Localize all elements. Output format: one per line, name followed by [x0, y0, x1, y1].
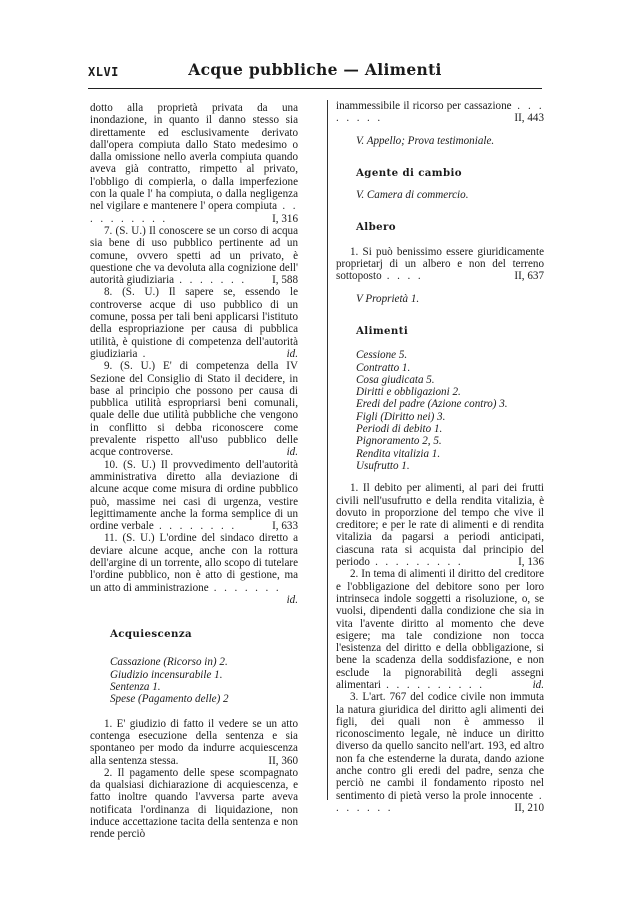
entry-continuation: dotto alla proprietà privata da una inondazione, in quanto il danno stesso sia direttamente ed esclusivamente derivato dall'opera compiuta dallo Stato medesimo o dalla omissione nello averla compiuta quando aveva già contratto, rimpetto al privato, l'obbligo di compierla, o dalla imperfezione con la quale l' ha compiuta, o dalla negligenza nel vigilare e mantenere l' opera compiuta . . . . . . . . . . I, 316 [90, 102, 298, 225]
section-heading-agente-di-cambio: Agente di cambio [356, 166, 462, 179]
header-rule [88, 88, 542, 89]
running-title: Acque pubbliche — Alimenti [188, 60, 442, 79]
index-item: Cosa giudicata 5. [356, 373, 435, 386]
index-item: Giudizio incensurabile 1. [110, 668, 223, 681]
entry-8: 8. (S. U.) Il sapere se, essendo le controverse acque di uso pubblico di un comune, possa per tali beni applicarsi l'istituto della espropriazione per causa di pubblica utilità, è quistione di competenza dell'autorità giudiziaria . id. [90, 286, 298, 360]
alimenti-entry-1: 1. Il debito per alimenti, al pari dei frutti civili nell'usufrutto e della rendita vitalizia, è dovuto in proporzione del tempo che vive il creditore; e per le rate di alimenti e di rendita vitalizia da pagarsi a periodi anticipati, ciascuna rata si acquista dal principio del periodo . . . . . . . . . I, 136 [336, 482, 544, 569]
section-heading-alimenti: Alimenti [356, 324, 409, 337]
entry-10: 10. (S. U.) Il provvedimento dell'autorità amministrativa diretto alla deviazione di alcune acque come misura di ordine pubblico può, massime nei casi di urgenza, vestire legittimamente anche la forma semplice di un ordine verbale . . . . . . . . I, 633 [90, 458, 298, 533]
entry-ref: II, 210 [514, 801, 544, 814]
entry-ref: I, 316 [272, 212, 298, 225]
left-column [90, 102, 298, 841]
right-column [336, 100, 544, 814]
entry-ref: I, 588 [272, 274, 298, 287]
entry-9: 9. (S. U.) E' di competenza della IV Sezione del Consiglio di Stato il decidere, in base al principio che possono per causa di pubblica utilità espropriarsi beni comunali, quale delle due utilità pubbliche che vengono in conflitto si debba riconoscere come prevalente rispetto all'uso pubblico delle acque controverse. id. [90, 360, 298, 459]
entry-ref: I, 136 [518, 556, 544, 569]
column-rule [327, 100, 328, 800]
index-item: Sentenza 1. [110, 681, 161, 694]
index-item: Cessione 5. [356, 349, 408, 362]
cross-reference: V Proprietà 1. [356, 292, 420, 305]
entry-ref: II, 360 [268, 754, 298, 767]
alimenti-index [336, 349, 544, 472]
index-item: Periodi di debito 1. [356, 423, 443, 436]
entry-ref: II, 637 [514, 270, 544, 283]
entry-ref: id. [532, 678, 544, 691]
page-header [88, 60, 542, 86]
index-item: Figli (Diritto nei) 3. [356, 410, 446, 423]
entry-7: 7. (S. U.) Il conoscere se un corso di acqua sia bene di uso pubblico pertinente ad un comune, ovvero spetti ad un privato, è questione che va devoluta alla cognizione dell' autorità giudiziaria . . . . . . . I, 588 [90, 224, 298, 287]
index-item: Diritti e obbligazioni 2. [356, 386, 461, 399]
entry-ref: id. [286, 446, 298, 459]
entry-ref: II, 443 [514, 112, 544, 125]
acquiescenza-entry-2: 2. Il pagamento delle spese scompagnato da qualsiasi dichiarazione di acquiescenza, e fatto inoltre quando l'avversa parte aveva notificata l'ordinanza di liquidazione, non induce accettazione tacita della sentenza e non rende perciò [90, 766, 298, 841]
index-item: Contratto 1. [356, 361, 411, 374]
entry-ref: id. [286, 593, 298, 606]
folio: XLVI [88, 65, 119, 79]
index-item: Rendita vitalizia 1. [356, 447, 441, 460]
section-heading-acquiescenza: Acquiescenza [110, 628, 193, 641]
index-item: Cassazione (Ricorso in) 2. [110, 656, 228, 669]
alimenti-entry-2: 2. In tema di alimenti il diritto del creditore e l'obbligazione del debitore sono per loro intrinseca indole soggetti a risoluzione, o, se vuolsi, dipendenti dalla condizione che sia in vita l'avente diritto al momento che deve esigere; ma tale condizione non tocca l'esistenza del diritto e della obbligazione, si bene la scadenza della soddisfazione, e non esclude la pignorabilità degli assegni alimentari . . . . . . . . . . id. [336, 568, 544, 691]
index-item: Spese (Pagamento delle) 2 [110, 693, 229, 706]
cross-reference: V. Camera di commercio. [356, 189, 469, 202]
entry-ref: id. [286, 347, 298, 360]
index-item: Eredi del padre (Azione contro) 3. [356, 398, 508, 411]
section-heading-albero: Albero [356, 221, 396, 234]
albero-entry-1: 1. Si può benissimo essere giuridicamente proprietarj di un albero e non del terreno sottoposto . . . . II, 637 [336, 245, 544, 283]
cross-reference: V. Appello; Prova testimoniale. [356, 134, 495, 147]
acquiescenza-entry-1: 1. E' giudizio di fatto il vedere se un atto contenga esecuzione della sentenza e sia spontaneo per modo da indurre acquiescenza alla sentenza stessa. II, 360 [90, 717, 298, 767]
index-item: Pignoramento 2, 5. [356, 435, 442, 448]
alimenti-entry-3: 3. L'art. 767 del codice civile non immuta la natura giuridica del diritto agli alimenti dei figli, dei quali non è ammesso il riconoscimento legale, nè induce un diritto diverso da quello sancito nell'art. 193, ed altro non fa che estenderne la durata, dando azione anche contro gli eredi del padre, senza che perciò ne cambi il fondamento riposto nel sentimento di pietà verso la prole innocente . . . . . . . II, 210 [336, 691, 544, 814]
acquiescenza-index [90, 656, 298, 705]
entry-ref: I, 633 [272, 520, 298, 533]
entry-11: 11. (S. U.) L'ordine del sindaco diretto a deviare alcune acque, anche con la rottura dell'argine di un torrente, allo scopo di tutelare l'ordine pubblico, non è atto di gestione, ma un atto di amministrazione . . . . . . . id. [90, 532, 298, 606]
index-item: Usufrutto 1. [356, 459, 410, 472]
entry-continuation: inammessibile il ricorso per cassazione . . . . . . . . II, 443 [336, 100, 544, 125]
